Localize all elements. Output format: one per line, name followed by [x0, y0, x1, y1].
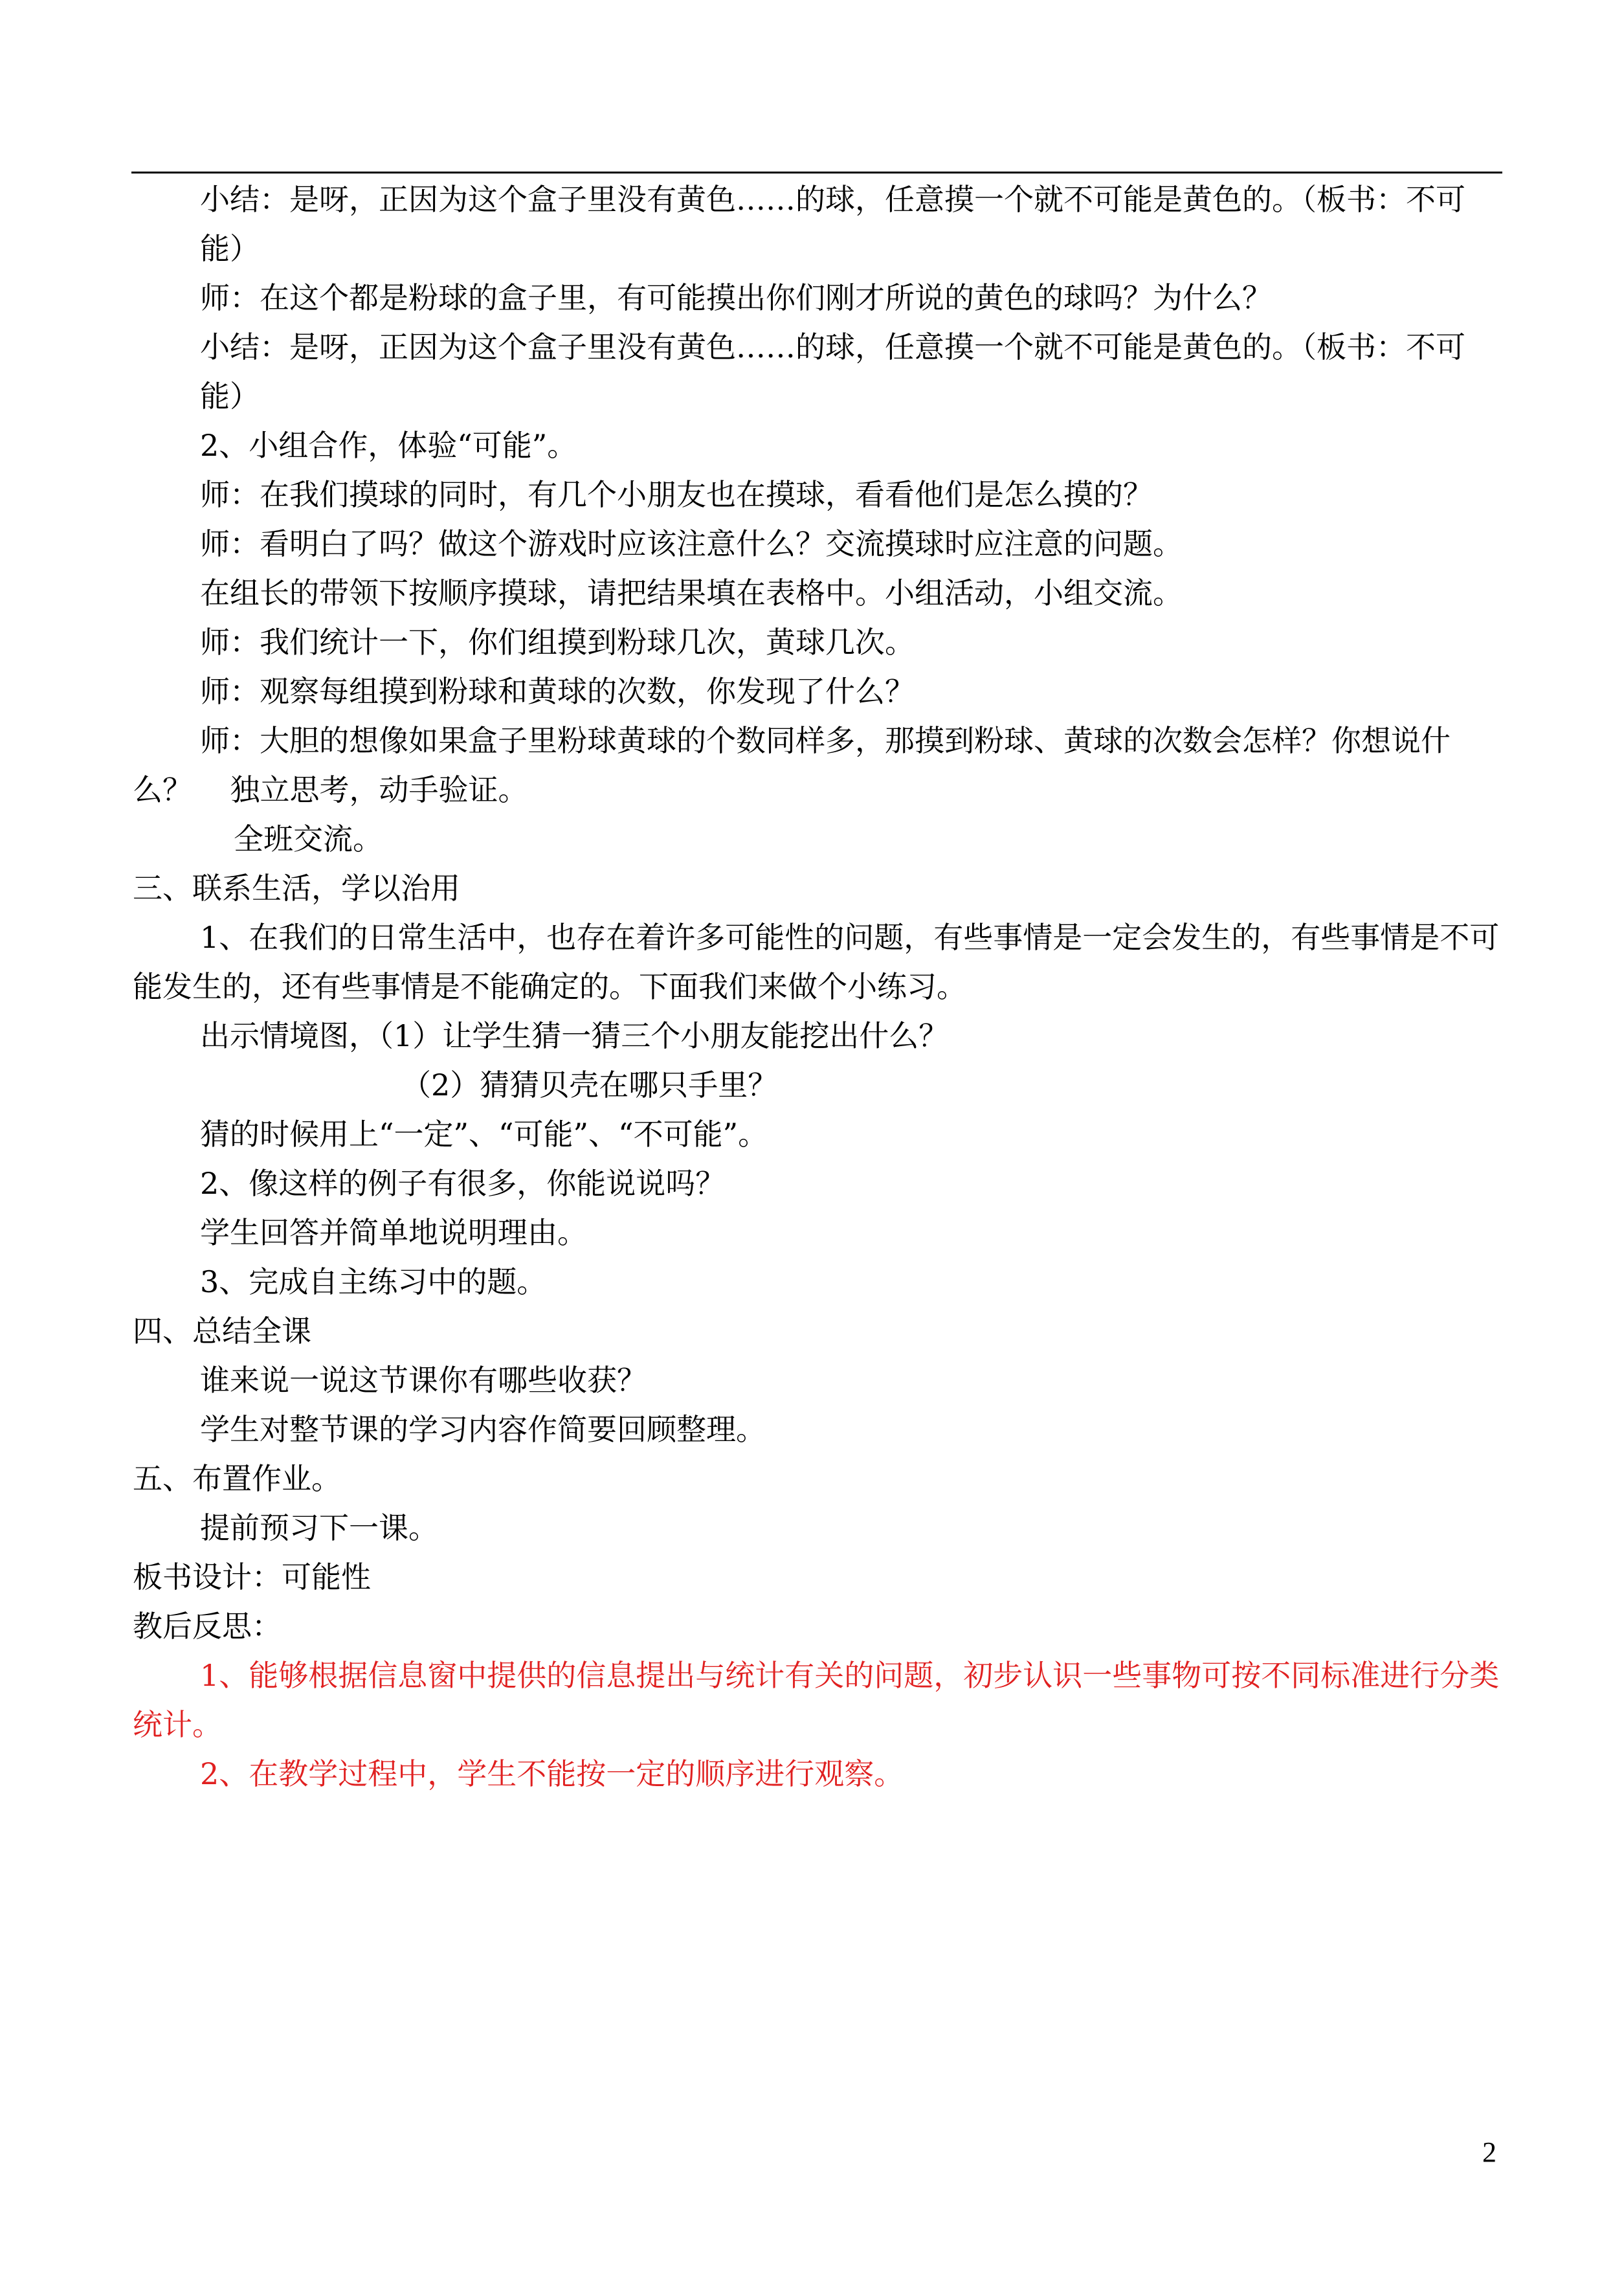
- instruction-text: 学生回答并简单地说明理由。: [200, 1215, 587, 1250]
- exercise-item: 2、像这样的例子有很多，你能说说吗？: [200, 1166, 726, 1201]
- board-design: 板书设计：可能性: [133, 1560, 371, 1594]
- section-heading-4: 四、总结全课: [133, 1314, 311, 1348]
- teacher-question: 师：大胆的想像如果盒子里粉球黄球的个数同样多，那摸到粉球、黄球的次数会怎样？你想说什么？ 独立思考，动手验证。: [133, 723, 1451, 807]
- class-exchange-text: 全班交流。: [234, 822, 383, 856]
- activity-heading: 2、小组合作，体验“可能”。: [200, 428, 577, 463]
- page-number: 2: [1482, 2136, 1496, 2168]
- exercise-item: 3、完成自主练习中的题。: [200, 1264, 547, 1299]
- section-heading-3: 三、联系生活，学以治用: [133, 871, 460, 906]
- reflection-item: 1、能够根据信息窗中提供的信息提出与统计有关的问题，初步认识一些事物可按不同标准进行分类统计。: [133, 1658, 1500, 1742]
- scenario-text: （2）猜猜贝壳在哪只手里？: [401, 1068, 778, 1102]
- summary-question: 谁来说一说这节课你有哪些收获？: [200, 1363, 647, 1398]
- instruction-text: 猜的时候用上“一定”、“可能”、“不可能”。: [200, 1117, 768, 1152]
- document-body: [133, 175, 1502, 1798]
- section-heading-5: 五、布置作业。: [133, 1461, 341, 1496]
- summary-text: 学生对整节课的学习内容作简要回顾整理。: [200, 1412, 766, 1447]
- header-rule: [131, 172, 1502, 173]
- summary-paragraph: 小结：是呀，正因为这个盒子里没有黄色……的球，任意摸一个就不可能是黄色的。（板书：不可能）: [200, 182, 1465, 266]
- homework-text: 提前预习下一课。: [200, 1510, 438, 1545]
- scenario-text: 出示情境图，（1）让学生猜一猜三个小朋友能挖出什么？: [200, 1018, 949, 1053]
- reflection-heading: 教后反思：: [133, 1609, 282, 1644]
- teacher-question: 师：我们统计一下，你们组摸到粉球几次，黄球几次。: [200, 625, 915, 660]
- summary-paragraph: 小结：是呀，正因为这个盒子里没有黄色……的球，任意摸一个就不可能是黄色的。（板书：不可能）: [200, 330, 1465, 414]
- reflection-item: 2、在教学过程中，学生不能按一定的顺序进行观察。: [200, 1756, 904, 1791]
- instruction-text: 在组长的带领下按顺序摸球，请把结果填在表格中。小组活动，小组交流。: [200, 576, 1183, 610]
- teacher-question: 师：观察每组摸到粉球和黄球的次数，你发现了什么？: [200, 674, 915, 709]
- teacher-question: 师：在这个都是粉球的盒子里，有可能摸出你们刚才所说的黄色的球吗？为什么？: [200, 280, 1272, 315]
- teacher-question: 师：看明白了吗？做这个游戏时应该注意什么？交流摸球时应注意的问题。: [200, 526, 1183, 561]
- exercise-paragraph: 1、在我们的日常生活中，也存在着许多可能性的问题，有些事情是一定会发生的，有些事情是不可能发生的，还有些事情是不能确定的。下面我们来做个小练习。: [133, 920, 1500, 1004]
- teacher-question: 师：在我们摸球的同时，有几个小朋友也在摸球，看看他们是怎么摸的？: [200, 477, 1153, 512]
